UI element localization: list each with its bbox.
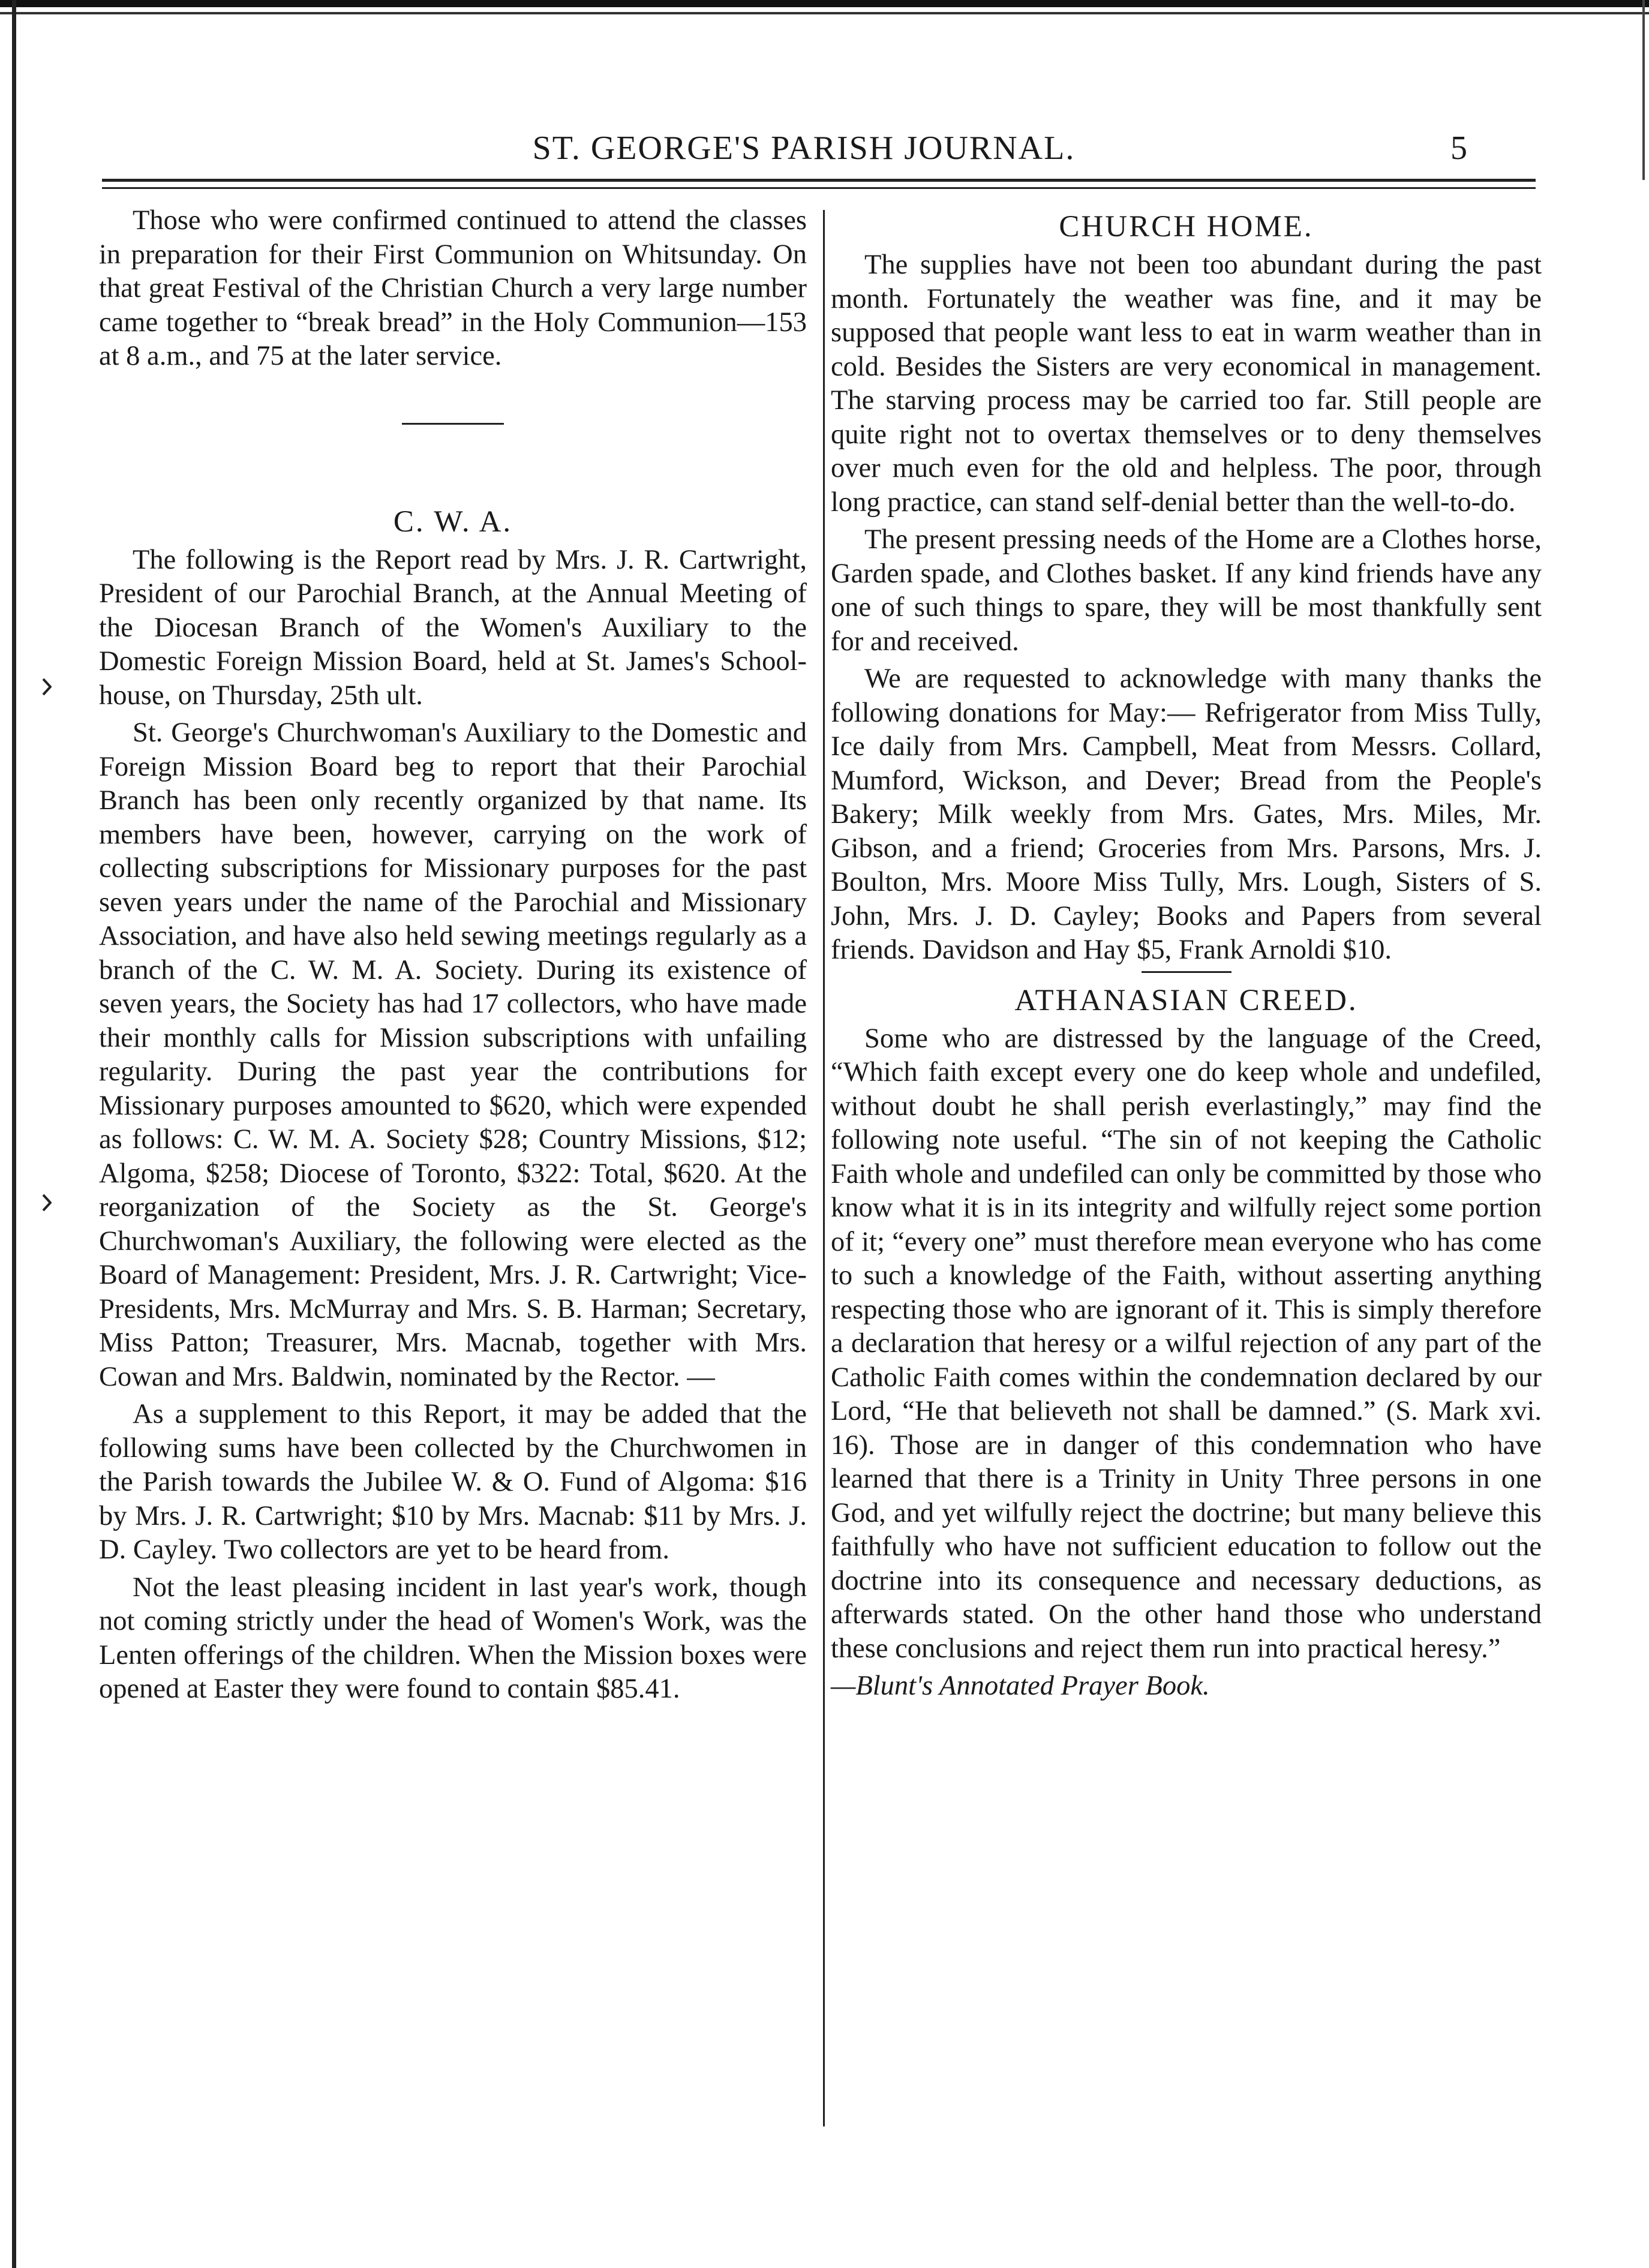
- supplement-paragraph: As a supplement to this Report, it may be added that the following sums have been collected by the Churchwomen in the Parish towards the Jubilee W. & O. Fund of Algoma: $16 by Mrs. J. R. Cartwright; $10 by Mrs. Macnab: $11 by Mrs. J. D. Cayley. Two collectors are yet to be heard from.: [99, 1399, 807, 1565]
- header-rule-thin: [102, 187, 1536, 189]
- page-edge-left: [12, 0, 16, 2268]
- page-edge-right: [1642, 0, 1645, 180]
- donations-paragraph: We are requested to acknowledge with many thanks the following donations for May:— Refrigerator from Miss Tully, Ice daily from Mrs. Campbell, Meat from Messrs. Collard, Mumford, Wickson, and Dever; Bread from the People's Bakery; Milk weekly from Mrs. Gates, Mrs. Miles, Mr. Gibson, and a friend; Groceries from Mrs. Parsons, Mrs. J. Boulton, Mrs. Moore Miss Tully, Mrs. Lough, Sisters of S. John, Mrs. J. D. Cayley; Books and Papers from several friends. Davidson and Hay $5, Frank Arnoldi $10.: [831, 663, 1542, 965]
- page-edge-top-line: [0, 12, 1649, 14]
- cwa-report-paragraph: St. George's Churchwoman's Auxiliary to the Domestic and Foreign Mission Board beg to report that their Parochial Branch has been only recently organized by that name. Its members have been, however, carrying on the work of collecting subscriptions for Missionary purposes for the past seven years under the name of the Parochial and Missionary Association, and have also held sewing meetings regularly as a branch of the C. W. M. A. Society. During its existence of seven years, the Society has had 17 collectors, who have made their monthly calls for Mission subscriptions with unfailing regularity. During the past year the contributions for Missionary purposes amounted to $620, which were expended as follows: C. W. M. A. Society $28; Country Missions, $12; Algoma, $258; Diocese of Toronto, $322: Total, $620. At the reorganization of the Society as the St. George's Churchwoman's Auxiliary, the following were elected as the Board of Management: President, Mrs. J. R. Cartwright; Vice-Presidents, Mrs. McMurray and Mrs. S. B. Harman; Secretary, Miss Patton; Treasurer, Mrs. Macnab, together with Mrs. Cowan and Mrs. Baldwin, nominated by the Rector. —: [99, 717, 807, 1392]
- section-separator: [402, 423, 504, 425]
- creed-source-citation: —Blunt's Annotated Prayer Book.: [831, 1671, 1210, 1701]
- confirmation-paragraph: Those who were confirmed continued to attend the classes in preparation for their First Communion on Whitsunday. On that great Festival of the Christian Church a very large number came together to “break bread” in the Holy Communion—153 at 8 a.m., and 75 at the later service.: [99, 205, 807, 371]
- lenten-offerings-paragraph: Not the least pleasing incident in last year's work, though not coming strictly under the head of Women's Work, was the Lenten offerings of the children. When the Mission boxes were opened at Easter they were found to contain $85.41.: [99, 1572, 807, 1704]
- cwa-heading: C. W. A.: [393, 504, 513, 539]
- supplies-paragraph: The supplies have not been too abundant during the past month. Fortunately the weather was fine, and it may be supposed that people want less to eat in warm weather than in cold. Besides the Sisters are very economical in management. The starving process may be carried too far. Still people are quite right not to overtax themselves or to deny themselves over much even for the old and helpless. The poor, through long practice, can stand self-denial better than the well-to-do.: [831, 250, 1542, 518]
- creed-paragraph: Some who are distressed by the language of the Creed, “Which faith except every one do keep whole and undefiled, without doubt he shall perish everlastingly,” may find the following note useful. “The sin of not keeping the Catholic Faith whole and undefiled can only be committed by those who know what it is in its integrity and wilfully reject some portion of it; “every one” must therefore mean everyone who has come to such a knowledge of the Faith, without asserting anything respecting those who are ignorant of it. This is simply therefore a declaration that heresy or a wilful rejection of any part of the Catholic Faith comes within the condemnation declared by our Lord, “He that believeth not shall be damned.” (S. Mark xvi. 16). Those are in danger of this condemnation who have learned that there is a Trinity in Unity Three persons in one God, and yet wilfully reject the doctrine; but many believe this faithfully who have not sufficient education to follow out the doctrine into its consequence and necessary deductions, as afterwards stated. On the other hand those who understand these conclusions and reject them run into practical heresy.”: [831, 1023, 1542, 1664]
- margin-mark: [42, 1194, 52, 1212]
- church-home-heading: CHURCH HOME.: [1059, 210, 1314, 244]
- athanasian-creed-heading: ATHANASIAN CREED.: [1014, 983, 1358, 1017]
- margin-mark: [42, 678, 52, 696]
- right-column: [831, 204, 1542, 1707]
- needs-paragraph: The present pressing needs of the Home are a Clothes horse, Garden spade, and Clothes basket. If any kind friends have any one of such things to spare, they will be most thankfully sent for and received.: [831, 524, 1542, 657]
- journal-title: ST. GEORGE'S PARISH JOURNAL.: [532, 130, 1076, 167]
- page-edge-top: [0, 0, 1649, 7]
- column-divider: [823, 210, 825, 2126]
- cwa-intro-paragraph: The following is the Report read by Mrs. J. R. Cartwright, President of our Parochial Branch, at the Annual Meeting of the Diocesan Branch of the Women's Auxiliary to the Domestic Foreign Mission Board, held at St. James's School-house, on Thursday, 25th ult.: [99, 544, 807, 711]
- header-rule: [102, 179, 1536, 182]
- section-separator: [1142, 971, 1232, 973]
- left-column: [99, 204, 807, 1710]
- page-number: 5: [1450, 130, 1467, 167]
